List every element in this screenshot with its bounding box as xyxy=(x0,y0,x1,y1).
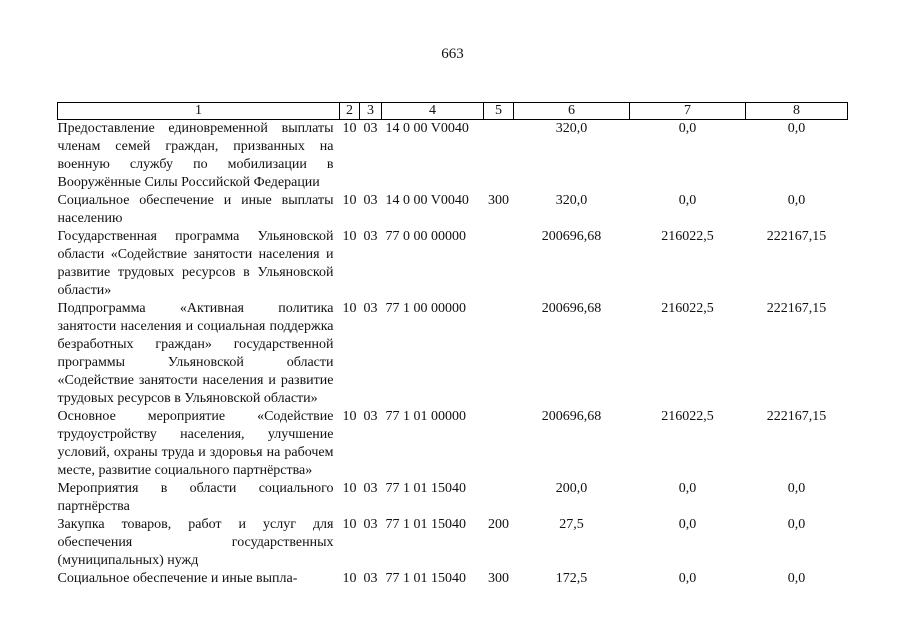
amount-col-7: 0,0 xyxy=(678,481,697,496)
item-name: Государственная программа Ульяновской области «Содействие занятости населения и развитие трудовых ресурсов в Ульяновской области» xyxy=(57,229,334,298)
table-row xyxy=(58,228,848,300)
header-cell: 6 xyxy=(514,103,630,120)
amount-col-6: 200696,68 xyxy=(541,229,602,244)
table-row xyxy=(58,516,848,570)
header-cell: 2 xyxy=(340,103,360,120)
expense-type-code: 200 xyxy=(488,517,509,532)
header-cell: 4 xyxy=(382,103,484,120)
amount-col-7: 216022,5 xyxy=(661,229,714,244)
target-article-code: 77 1 01 00000 xyxy=(385,409,466,424)
item-name: Подпрограмма «Активная политика занятости населения и социальная поддержка безработных граждан» государственной программы Ульяновской области «Содействие занятости населения и развитие трудовых ресурсов в Ульяновской области» xyxy=(57,301,334,406)
subsection-code: 03 xyxy=(363,229,378,244)
subsection-code: 03 xyxy=(363,481,378,496)
subsection-code: 03 xyxy=(363,121,378,136)
item-name: Основное мероприятие «Содействие трудоустройству населения, улучшение условий, охраны труда и здоровья на рабочем месте, развитие социального партнёрства» xyxy=(57,409,334,478)
item-name: Предоставление единовременной выплаты членам семей граждан, призванных на военную службу по мобилизации в Вооружённые Силы Российской Федерации xyxy=(57,121,334,190)
expense-type-code: 300 xyxy=(488,193,509,208)
amount-col-8: 222167,15 xyxy=(766,229,827,244)
table-row xyxy=(58,120,848,193)
expense-type-code xyxy=(484,408,514,480)
amount-col-7: 0,0 xyxy=(678,193,697,208)
target-article-code: 77 0 00 00000 xyxy=(385,229,466,244)
item-name: Закупка товаров, работ и услуг для обеспечения государственных (муниципальных) нужд xyxy=(57,517,334,568)
table-row xyxy=(58,480,848,516)
target-article-code: 77 1 01 15040 xyxy=(385,517,466,532)
amount-col-8: 0,0 xyxy=(787,121,806,136)
section-code: 10 xyxy=(342,409,357,424)
amount-col-8: 0,0 xyxy=(787,571,806,586)
item-name: Социальное обеспечение и иные выплаты населению xyxy=(57,193,334,226)
amount-col-8: 222167,15 xyxy=(766,301,827,316)
table-row xyxy=(58,300,848,408)
expense-type-code: 300 xyxy=(488,571,509,586)
amount-col-7: 0,0 xyxy=(678,121,697,136)
target-article-code: 77 1 01 15040 xyxy=(385,571,466,586)
item-name: Мероприятия в области социального партнёрства xyxy=(57,481,334,514)
section-code: 10 xyxy=(342,517,357,532)
amount-col-6: 200,0 xyxy=(555,481,588,496)
subsection-code: 03 xyxy=(363,409,378,424)
section-code: 10 xyxy=(342,571,357,586)
amount-col-6: 172,5 xyxy=(555,571,588,586)
target-article-code: 77 1 00 00000 xyxy=(385,301,466,316)
page-number: 663 xyxy=(441,46,464,62)
amount-col-6: 27,5 xyxy=(559,517,584,532)
header-cell: 1 xyxy=(58,103,340,120)
amount-col-6: 200696,68 xyxy=(541,301,602,316)
header-cell: 3 xyxy=(360,103,382,120)
budget-table xyxy=(57,102,848,588)
section-code: 10 xyxy=(342,193,357,208)
subsection-code: 03 xyxy=(363,517,378,532)
amount-col-8: 0,0 xyxy=(787,481,806,496)
amount-col-7: 0,0 xyxy=(678,571,697,586)
amount-col-8: 0,0 xyxy=(787,193,806,208)
expense-type-code xyxy=(484,300,514,408)
section-code: 10 xyxy=(342,481,357,496)
table-row xyxy=(58,570,848,588)
expense-type-code xyxy=(484,120,514,193)
amount-col-6: 320,0 xyxy=(555,193,588,208)
section-code: 10 xyxy=(342,301,357,316)
subsection-code: 03 xyxy=(363,301,378,316)
subsection-code: 03 xyxy=(363,571,378,586)
expense-type-code xyxy=(484,480,514,516)
amount-col-8: 0,0 xyxy=(787,517,806,532)
header-row xyxy=(58,103,848,120)
target-article-code: 14 0 00 V0040 xyxy=(385,193,469,208)
amount-col-7: 216022,5 xyxy=(661,409,714,424)
section-code: 10 xyxy=(342,121,357,136)
expense-type-code xyxy=(484,228,514,300)
header-cell: 5 xyxy=(484,103,514,120)
item-name: Социальное обеспечение и иные выпла- xyxy=(57,571,298,586)
amount-col-7: 216022,5 xyxy=(661,301,714,316)
header-cell: 7 xyxy=(630,103,746,120)
amount-col-6: 320,0 xyxy=(555,121,588,136)
amount-col-8: 222167,15 xyxy=(766,409,827,424)
amount-col-7: 0,0 xyxy=(678,517,697,532)
table-row xyxy=(58,408,848,480)
target-article-code: 77 1 01 15040 xyxy=(385,481,466,496)
amount-col-6: 200696,68 xyxy=(541,409,602,424)
section-code: 10 xyxy=(342,229,357,244)
table-row xyxy=(58,192,848,228)
subsection-code: 03 xyxy=(363,193,378,208)
target-article-code: 14 0 00 V0040 xyxy=(385,121,469,136)
header-cell: 8 xyxy=(746,103,848,120)
